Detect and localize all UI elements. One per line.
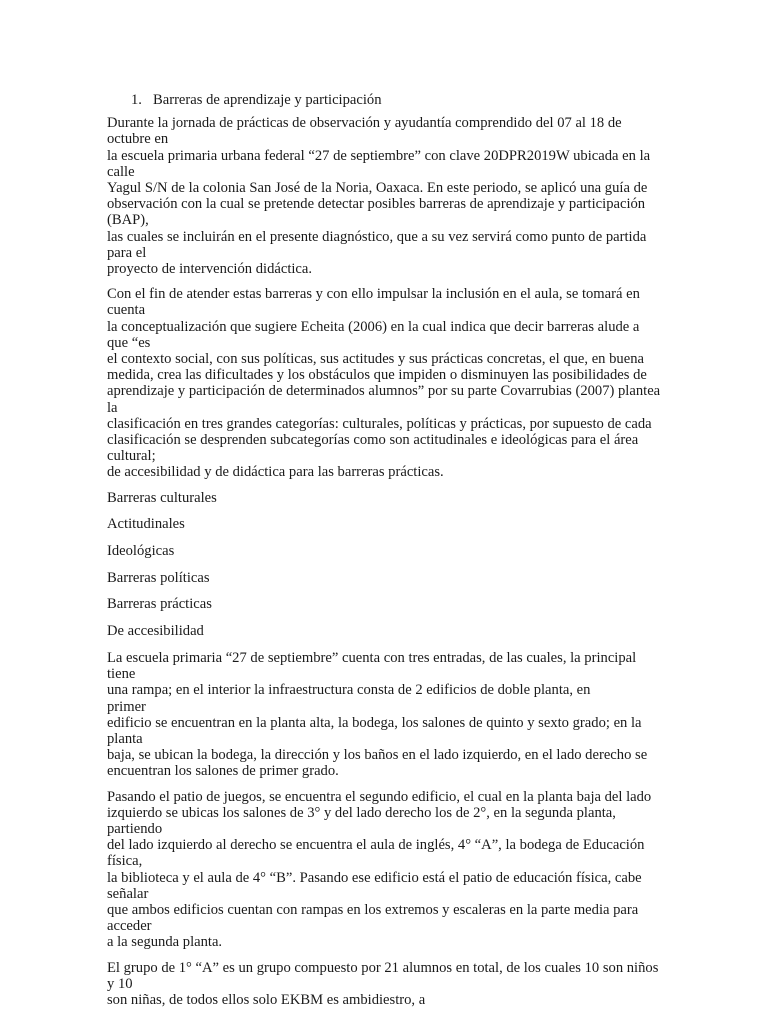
section-heading (131, 92, 663, 108)
category-accessibility: De accesibilidad (107, 623, 204, 640)
section-title: Barreras de aprendizaje y participación (153, 92, 382, 108)
paragraph-second-building: Pasando el patio de juegos, se encuentra el segundo edificio, el cual en la planta baja del lado izquierdo se ubicas los salones de 3° y del lado derecho los de 2°, en la segunda planta, partiendo del lado izquierdo al derecho se encuentra el aula de inglés, 4° “A”, la bodega de Educación física, la biblioteca y el aula de 4° “B”. Pasando ese edificio está el patio de educación física, cabe señalar que ambos edificios cuentan con rampas en los extremos y escaleras en la parte media para acceder a la segunda planta. (107, 788, 652, 951)
paragraph-barriers-concept: Con el fin de atender estas barreras y con ello impulsar la inclusión en el aula, se tomará en cuenta la conceptualización que sugiere Echeita (2006) en la cual indica que decir barreras alude a que “es el contexto social, con sus políticas, sus actitudes y sus prácticas concretas, el que, en buena medida, crea las dificultades y los obstáculos que impiden o disminuyen las posibilidades de aprendizaje y participación de determinados alumnos” por su parte Covarrubias (2007) plantea la clasificación en tres grandes categorías: culturales, políticas y prácticas, por supuesto de cada clasificación se desprenden subcategorías como son actitudinales e ideológicas para el área cultural; de accesibilidad y de didáctica para las barreras prácticas. (107, 286, 661, 481)
category-practical-barriers: Barreras prácticas (107, 596, 212, 613)
section-number: 1. (131, 92, 142, 108)
paragraph-practice-period: Durante la jornada de prácticas de observación y ayudantía comprendido del 07 al 18 de octubre en la escuela primaria urbana federal “27 de septiembre” con clave 20DPR2019W ubicada en la calle Yagul S/N de la colonia San José de la Noria, Oaxaca. En este periodo, se aplicó una guía de observación con la cual se pretende detectar posibles barreras de aprendizaje y participación (BAP), las cuales se incluirán en el presente diagnóstico, que a su vez servirá como punto de partida para el proyecto de intervención didáctica. (107, 115, 651, 278)
category-political-barriers: Barreras políticas (107, 569, 210, 586)
category-cultural-barriers: Barreras culturales (107, 489, 217, 506)
school-text-part1: La escuela primaria “27 de septiembre” cuenta con tres entradas, de las cuales, la principal tiene una rampa; en el interior la infraestructura consta de 2 edificios de doble planta, en (107, 649, 637, 699)
school-text-part2: primer edificio se encuentran en la planta alta, la bodega, los salones de quinto y sexto grado; en la planta baja, se ubican la bodega, la dirección y los baños en el lado izquierdo, en el lado derecho se encuentran los salones de primer grado. (107, 698, 648, 780)
category-ideological: Ideológicas (107, 543, 175, 560)
document-body (107, 92, 663, 1017)
paragraph-group-description: El grupo de 1° “A” es un grupo compuesto por 21 alumnos en total, de los cuales 10 son niños y 10 son niñas, de todos ellos solo EKBM es ambidiestro, a (107, 959, 659, 1008)
category-attitudinal: Actitudinales (107, 516, 185, 533)
paragraph-school-infrastructure (107, 650, 663, 780)
